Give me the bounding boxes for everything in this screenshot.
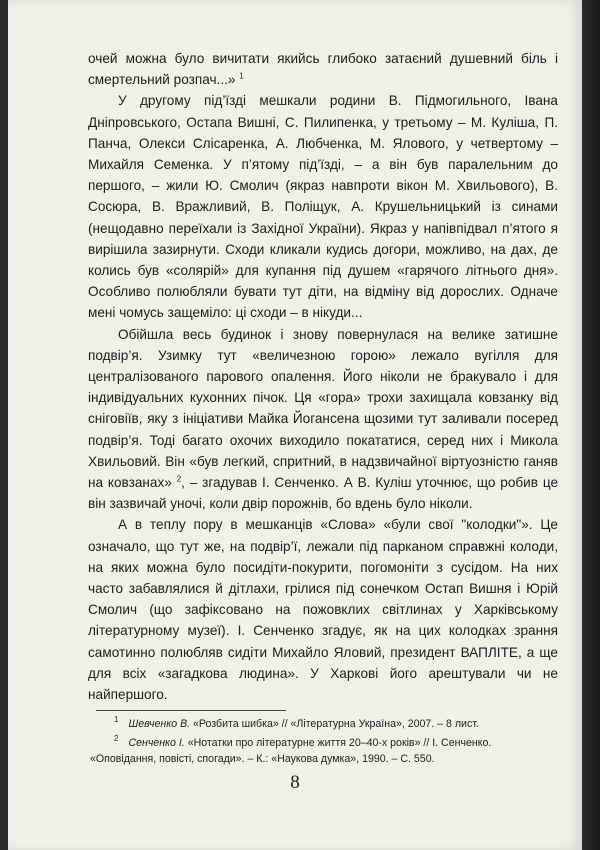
footnote-divider: [96, 710, 286, 711]
book-page: [8, 0, 582, 850]
paragraph-2: У другому під’їзді мешкали родини В. Підмогильного, Івана Дніпровського, Остапа Вишні, С. Пилипенка, у третьому – М. Куліша, П. Панча, Олекси Слісаренка, А. Любченка, М. Ялового, у четвертому – Михайля Семенка. У п’ятому під’їзді, – а він був паралельним до першого, – жили Ю. Смолич (якраз навпроти вікон М. Хвильового), В. Сосюра, В. Вражливий, В. Поліщук, А. Крушельницький із синами (нещодавно переїхали із Західної України). Якраз у напівпідвал п’ятого я вирішила зазирнути. Сходи кликали кудись догори, можливо, на дах, де колись був «солярій» для купання під душем «гарячого літнього дня». Особливо полюбляли бувати тут діти, на відміну від дорослих. Одначе мені чомусь защеміло: ці сходи – в нікуди...: [88, 93, 558, 321]
page-edge-shadow: [582, 0, 600, 850]
page-number: 8: [290, 772, 300, 793]
paragraph-3: Обійшла весь будинок і знову повернулася на велике затишне подвір’я. Узимку тут «величезною горою» лежало вугілля для централізованого парового опалення. Його ніколи не бракувало і для індивідуальних кухонних пічок. Ця «гора» трохи захищала ковзанку від сніговіїв, яку з ініціативи Майка Йогансена щозими тут заливали посеред подвір’я. Тоді багато охочих виходило покататися, серед них і Микола Хвильовий. Він «був легкий, спритний, в надзвичайної віртуозністю ганяв на ковзанах» $^2$, – згадував І. Сенченко. А В. Куліш уточнює, що робив це він зазвичай уночі, коли двір порожнів, бо вдень було ніколи.: [88, 326, 559, 512]
footnote-ref-2: 2: [176, 474, 182, 484]
main-text: [88, 48, 558, 705]
footnote-ref-1: 1: [239, 71, 244, 81]
footnotes: [90, 716, 558, 770]
paragraph-1: очей можна було вичитати якийсь глибоко затаєний душевний біль і смертельний розпач...» $^1$: [88, 51, 558, 88]
footnote-1: $^1$ Шевченко В. «Розбита шибка» // «Літературна Україна», 2007. – 8 лист.: [114, 715, 479, 730]
paragraph-4: А в теплу пору в мешканців «Слова» «були свої "колодки"». Це означало, що тут же, на подвір’ї, лежали під парканом справжні колоди, на яких можна було посидіти-покурити, погомоніти з сусідом. На них часто забавлялися й дітлахи, грілися під сонечком Остап Вишня і Юрій Смолич (що зафіксовано на пожовклих світлинах у Харківському літературному музеї). І. Сенченко згадує, як на цих колодках зрання самотинно полюбляв сидіти Михайло Яловий, президент ВАПЛІТЕ, а ще для всіх «загадкова людина». У Харкові його арештували чи не найпершого.: [88, 517, 558, 703]
footnote-2: $^2$ Сенченко І. «Нотатки про літературне життя 20–40-х років» // І. Сенченко. «Оповідання, повісті, спогади». – К.: «Наукова думка», 1990. – С. 550.: [90, 734, 492, 765]
